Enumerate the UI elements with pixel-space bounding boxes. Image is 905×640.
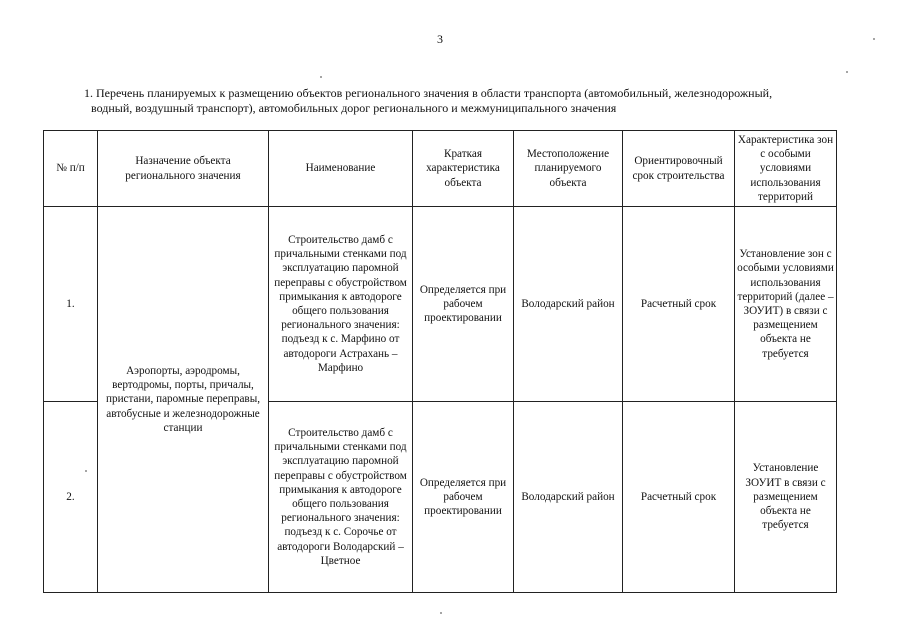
section-heading xyxy=(84,86,844,116)
header-term: Ориентировочный срок строительства xyxy=(623,131,735,207)
cell-term: Расчетный срок xyxy=(623,402,735,593)
cell-description: Определяется при рабочем проектировании xyxy=(413,402,514,593)
cell-location: Володарский район xyxy=(514,402,623,593)
section-heading-line-1: 1. Перечень планируемых к размещению объектов регионального значения в области транспорта (автомобильный, железнодорожный, xyxy=(84,86,773,100)
objects-table xyxy=(43,130,837,593)
cell-name: Строительство дамб с причальными стенками под эксплуатацию паромной переправы с обустройством примыкания к автодороге общего пользования регионального значения: подъезд к с. Марфино от автодороги Астрахань – Марфино xyxy=(269,207,413,402)
cell-location: Володарский район xyxy=(514,207,623,402)
cell-num: 2. xyxy=(44,402,98,593)
table-header-row xyxy=(44,131,837,207)
header-purpose: Назначение объекта регионального значения xyxy=(98,131,269,207)
header-name: Наименование xyxy=(269,131,413,207)
header-location: Местоположение планируемого объекта xyxy=(514,131,623,207)
header-num: № п/п xyxy=(44,131,98,207)
page-number: 3 xyxy=(437,32,443,46)
scan-speck xyxy=(85,470,87,472)
scan-speck xyxy=(846,71,848,73)
section-heading-line-2: водный, воздушный транспорт), автомобильных дорог регионального и межмуниципального значения xyxy=(91,101,617,115)
scan-speck xyxy=(440,612,442,614)
cell-description: Определяется при рабочем проектировании xyxy=(413,207,514,402)
header-zones: Характеристика зон с особыми условиями использования территорий xyxy=(735,131,837,207)
scan-speck xyxy=(320,76,322,78)
cell-zones: Установление ЗОУИТ в связи с размещением объекта не требуется xyxy=(735,402,837,593)
cell-name: Строительство дамб с причальными стенками под эксплуатацию паромной переправы с обустройством примыкания к автодороге общего пользования регионального значения: подъезд к с. Сорочье от автодороги Володарский – Цветное xyxy=(269,402,413,593)
table-row xyxy=(44,207,837,402)
cell-zones: Установление зон с особыми условиями использования территорий (далее – ЗОУИТ) в связи с размещением объекта не требуется xyxy=(735,207,837,402)
cell-num: 1. xyxy=(44,207,98,402)
header-description: Краткая характеристика объекта xyxy=(413,131,514,207)
cell-term: Расчетный срок xyxy=(623,207,735,402)
cell-purpose: Аэропорты, аэродромы, вертодромы, порты, причалы, пристани, паромные переправы, автобусные и железнодорожные станции xyxy=(98,207,269,593)
scan-speck xyxy=(873,38,875,40)
